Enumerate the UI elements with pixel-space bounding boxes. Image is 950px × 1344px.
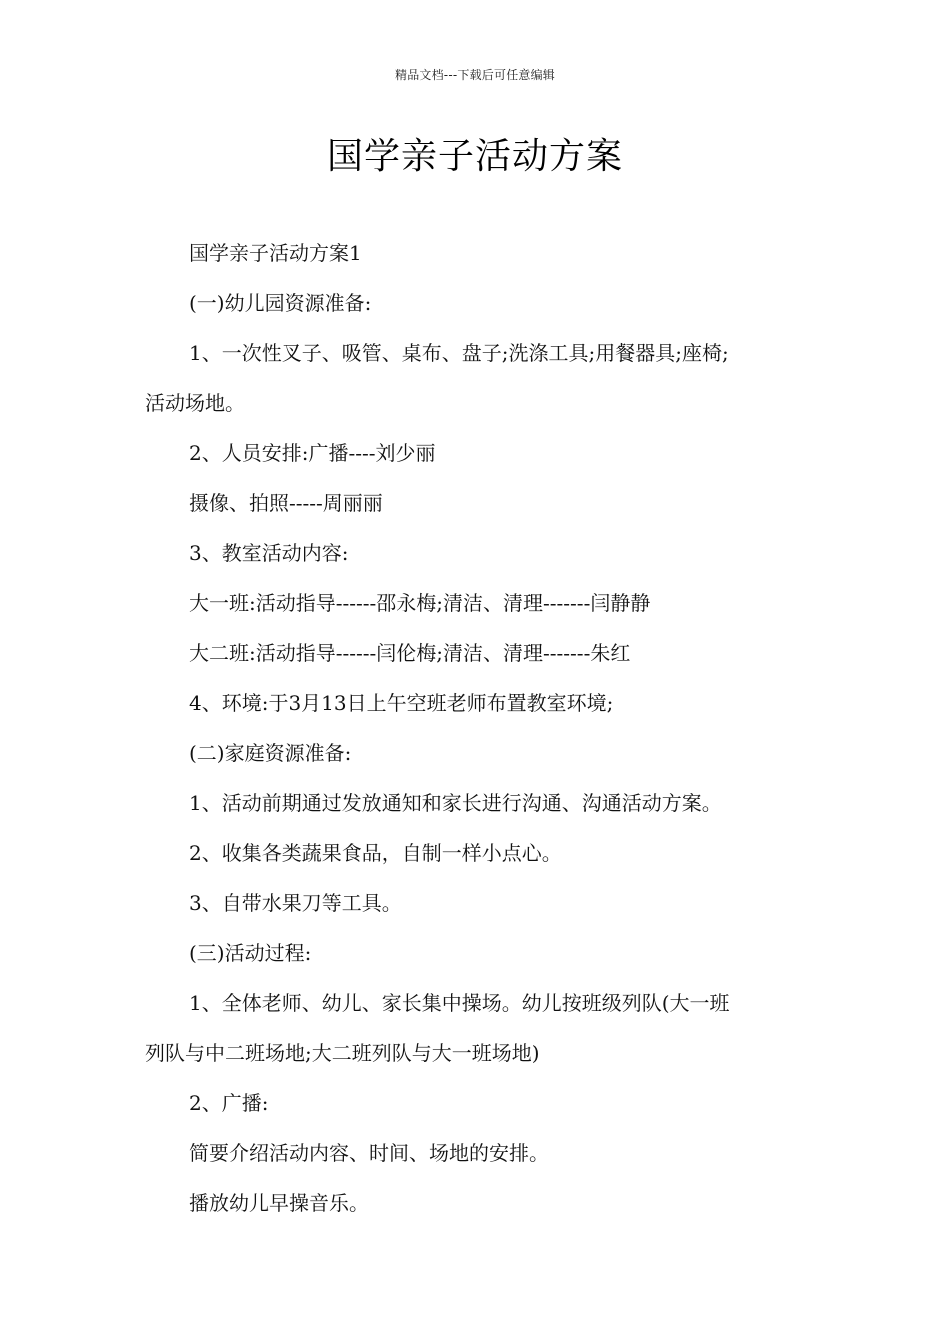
- document-title: 国学亲子活动方案: [326, 136, 623, 177]
- paragraph: 2、收集各类蔬果食品，自制一样小点心。: [189, 841, 562, 865]
- header-note: 精品文档---下载后可任意编辑: [395, 68, 555, 82]
- paragraph: 播放幼儿早操音乐。: [189, 1191, 369, 1215]
- paragraph: 2、人员安排:广播----刘少丽: [189, 441, 436, 465]
- paragraph: 1、一次性叉子、吸管、桌布、盘子;洗涤工具;用餐器具;座椅;: [189, 341, 729, 365]
- paragraph: 摄像、拍照-----周丽丽: [189, 491, 383, 515]
- paragraph: 大一班:活动指导------邵永梅;清洁、清理-------闫静静: [189, 591, 651, 615]
- paragraph: (三)活动过程:: [189, 941, 312, 965]
- paragraph: 3、自带水果刀等工具。: [189, 891, 402, 915]
- paragraph: 1、活动前期通过发放通知和家长进行沟通、沟通活动方案。: [189, 791, 722, 815]
- paragraph: 3、教室活动内容:: [189, 541, 349, 565]
- paragraph: (二)家庭资源准备:: [189, 741, 352, 765]
- paragraph: 1、全体老师、幼儿、家长集中操场。幼儿按班级列队(大一班: [189, 991, 730, 1015]
- paragraph: 2、广播:: [189, 1091, 269, 1115]
- paragraph: 简要介绍活动内容、时间、场地的安排。: [189, 1141, 549, 1165]
- paragraph: 国学亲子活动方案1: [189, 241, 362, 265]
- document-body: [145, 228, 815, 1228]
- paragraph: 活动场地。: [145, 391, 245, 415]
- paragraph: (一)幼儿园资源准备:: [189, 291, 372, 315]
- paragraph: 大二班:活动指导------闫伦梅;清洁、清理-------朱红: [189, 641, 631, 665]
- paragraph: 列队与中二班场地;大二班列队与大一班场地): [145, 1041, 540, 1065]
- paragraph: 4、环境:于3月13日上午空班老师布置教室环境;: [189, 691, 614, 715]
